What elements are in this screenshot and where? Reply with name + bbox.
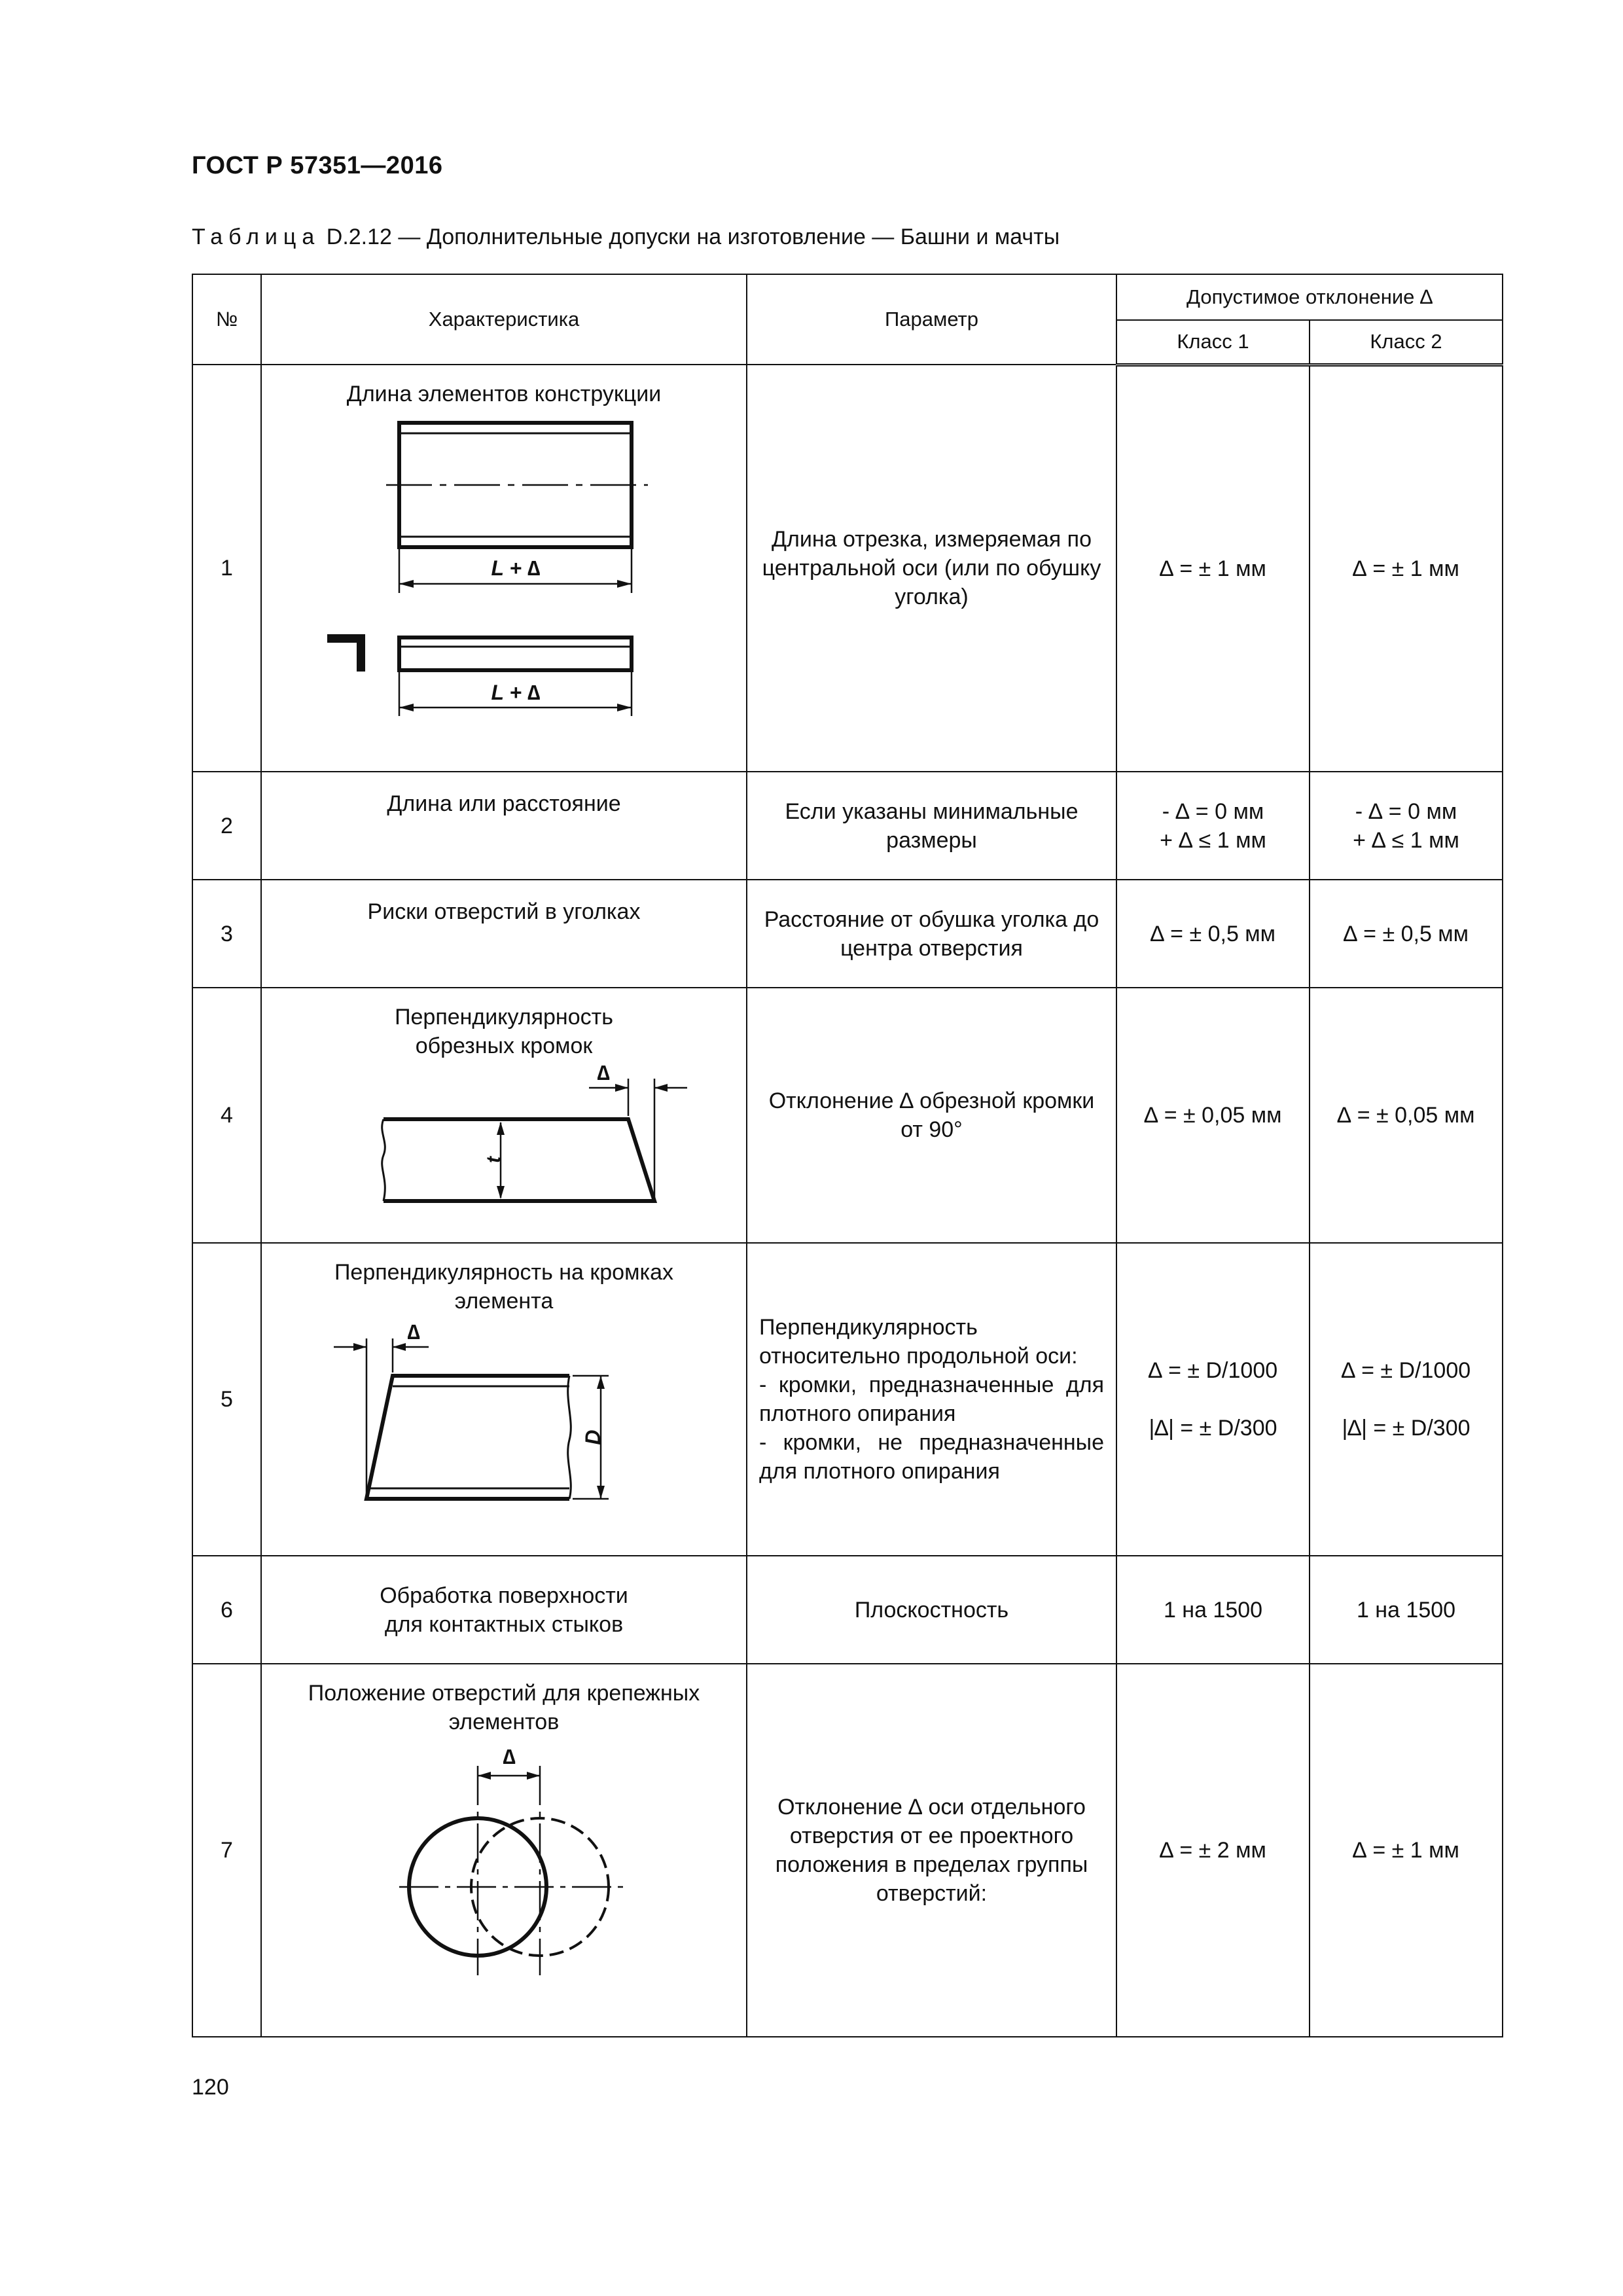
row-class-2: ∆ = ± 1 мм — [1310, 1664, 1503, 2037]
row-characteristic — [261, 988, 747, 1243]
row-class-1: ∆ = ± 0,05 мм — [1116, 988, 1310, 1243]
row-parameter: Если указаны минимальные размеры — [747, 772, 1116, 880]
element-edge-figure — [321, 1316, 687, 1532]
deviation-line: |∆| = ± D/300 — [1149, 1416, 1277, 1441]
tolerances-table — [192, 274, 1503, 2037]
row-class-2: ∆ = ± 0,05 мм — [1310, 988, 1503, 1243]
document-header: ГОСТ Р 57351—2016 — [192, 152, 443, 179]
length-label-bottom: L + ∆ — [491, 681, 541, 704]
table-row — [192, 772, 1503, 880]
deviation-line: ∆ = ± D/1000 — [1341, 1358, 1471, 1383]
row-characteristic: Риски отверстий в уголках — [261, 880, 747, 988]
deviation-line: - ∆ = 0 мм — [1162, 798, 1264, 824]
delta-label: ∆ — [407, 1320, 420, 1344]
header-number: № — [192, 274, 261, 365]
row-class-1: ∆ = ± 2 мм — [1116, 1664, 1310, 2037]
row-characteristic — [261, 1243, 747, 1556]
delta-label: ∆ — [503, 1745, 516, 1768]
row-class-2: ∆ = ± 1 мм — [1310, 365, 1503, 772]
table-row — [192, 988, 1503, 1243]
delta-label: ∆ — [597, 1061, 610, 1085]
row-parameter: Отклонение ∆ оси отдельного отверстия от ее проектного положения в пределах группы отверстий: — [747, 1664, 1116, 2037]
header-deviation: Допустимое отклонение ∆ — [1116, 274, 1503, 320]
characteristic-text: Перпендикулярность обрезных кромок — [395, 1005, 613, 1058]
row-number: 2 — [192, 772, 261, 880]
header-class-1: Класс 1 — [1116, 320, 1310, 365]
header-class-2: Класс 2 — [1310, 320, 1503, 365]
table-row — [192, 880, 1503, 988]
table-row — [192, 1556, 1503, 1664]
row-class-2 — [1310, 1243, 1503, 1556]
row-class-1: 1 на 1500 — [1116, 1556, 1310, 1664]
table-caption — [192, 224, 1060, 250]
characteristic-text: Длина элементов конструкции — [346, 382, 662, 406]
row-number: 3 — [192, 880, 261, 988]
table-caption-text: D.2.12 — Дополнительные допуски на изготовление — Башни и мачты — [326, 224, 1060, 249]
row-number: 6 — [192, 1556, 261, 1664]
thickness-label: t — [483, 1157, 505, 1163]
row-class-1: ∆ = ± 1 мм — [1116, 365, 1310, 772]
parameter-line: - кромки, не предназначенные для плотного опирания — [759, 1430, 1104, 1484]
row-number: 7 — [192, 1664, 261, 2037]
characteristic-text: Положение отверстий для крепежных элементов — [308, 1681, 700, 1734]
table-row — [192, 1664, 1503, 2037]
header-characteristic: Характеристика — [261, 274, 747, 365]
row-characteristic: Длина или расстояние — [261, 772, 747, 880]
row-class-2 — [1310, 772, 1503, 880]
page-number: 120 — [192, 2075, 229, 2100]
characteristic-text: Перпендикулярность на кромках элемента — [334, 1260, 673, 1314]
row-parameter: Отклонение ∆ обрезной кромки от 90° — [747, 988, 1116, 1243]
row-class-2: ∆ = ± 0,5 мм — [1310, 880, 1503, 988]
deviation-line: ∆ = ± D/1000 — [1148, 1358, 1278, 1383]
header-parameter: Параметр — [747, 274, 1116, 365]
table-row — [192, 365, 1503, 772]
member-length-figure — [321, 408, 687, 749]
diameter-label: D — [581, 1429, 605, 1445]
deviation-line: + ∆ ≤ 1 мм — [1160, 827, 1266, 853]
table-caption-word: Таблица — [192, 224, 321, 249]
row-number: 1 — [192, 365, 261, 772]
row-parameter: Расстояние от обушка уголка до центра отверстия — [747, 880, 1116, 988]
row-class-2: 1 на 1500 — [1310, 1556, 1503, 1664]
row-parameter — [747, 1243, 1116, 1556]
row-number: 4 — [192, 988, 261, 1243]
row-parameter: Длина отрезка, измеряемая по центральной оси (или по обушку уголка) — [747, 365, 1116, 772]
row-class-1: ∆ = ± 0,5 мм — [1116, 880, 1310, 988]
deviation-line: - ∆ = 0 мм — [1355, 798, 1457, 824]
hole-position-figure — [321, 1736, 687, 1998]
parameter-line: Перпендикулярность относительно продольной оси: — [759, 1315, 1078, 1369]
row-characteristic — [261, 365, 747, 772]
row-class-1 — [1116, 772, 1310, 880]
parameter-line: - кромки, предназначенные для плотного опирания — [759, 1372, 1104, 1426]
deviation-line: |∆| = ± D/300 — [1342, 1416, 1471, 1441]
deviation-line: + ∆ ≤ 1 мм — [1353, 827, 1459, 853]
row-parameter: Плоскостность — [747, 1556, 1116, 1664]
row-characteristic — [261, 1664, 747, 2037]
table-row — [192, 1243, 1503, 1556]
row-number: 5 — [192, 1243, 261, 1556]
row-class-1 — [1116, 1243, 1310, 1556]
edge-perpendicularity-figure — [321, 1060, 687, 1217]
length-label-top: L + ∆ — [491, 556, 541, 580]
row-characteristic: Обработка поверхности для контактных стыков — [261, 1556, 747, 1664]
